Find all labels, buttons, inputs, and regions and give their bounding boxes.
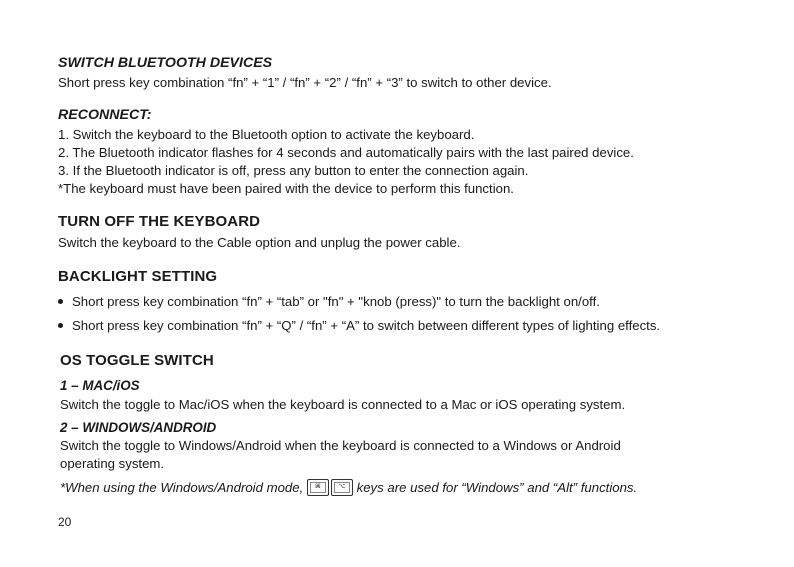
turn-off-heading: TURN OFF THE KEYBOARD <box>58 213 261 230</box>
reconnect-step-1: 1. Switch the keyboard to the Bluetooth option to activate the keyboard. <box>58 127 475 142</box>
windows-mode-note <box>60 479 637 497</box>
windows-android-title: 2 – WINDOWS/ANDROID <box>60 420 217 435</box>
backlight-heading: BACKLIGHT SETTING <box>58 268 218 285</box>
backlight-bullet-1-text: Short press key combination “fn” + “tab” or "fn" + "knob (press)" to turn the backlight on/off. <box>72 294 600 309</box>
windows-android-text-1: Switch the toggle to Windows/Android when the keyboard is connected to a Windows or Android <box>60 438 621 453</box>
backlight-bullet-1 <box>58 293 600 310</box>
bullet-dot <box>58 299 63 304</box>
switch-bluetooth-heading: SWITCH BLUETOOTH DEVICES <box>58 55 273 71</box>
alt-key-icon: ⌥ <box>331 479 353 496</box>
bullet-dot <box>58 323 63 328</box>
windows-mode-note-end: keys are used for “Windows” and “Alt” functions. <box>356 480 638 495</box>
backlight-bullet-2 <box>58 317 660 334</box>
reconnect-step-2: 2. The Bluetooth indicator flashes for 4 seconds and automatically pairs with the last paired device. <box>58 145 634 160</box>
reconnect-heading: RECONNECT: <box>58 107 152 123</box>
reconnect-note: *The keyboard must have been paired with the device to perform this function. <box>58 181 514 196</box>
os-toggle-heading: OS TOGGLE SWITCH <box>60 352 214 369</box>
windows-mode-note-start: *When using the Windows/Android mode, <box>60 480 304 495</box>
backlight-bullet-2-text: Short press key combination “fn” + “Q” / “fn” + “A” to switch between different types of lighting effects. <box>72 318 661 333</box>
switch-bluetooth-text: Short press key combination “fn” + “1” / “fn” + “2” / “fn” + “3” to switch to other device. <box>58 75 552 90</box>
windows-key-icon: ⌘ <box>307 479 329 496</box>
turn-off-text: Switch the keyboard to the Cable option and unplug the power cable. <box>58 235 461 250</box>
page-number: 20 <box>58 515 72 529</box>
mac-ios-title: 1 – MAC/iOS <box>60 378 140 393</box>
windows-android-text-2: operating system. <box>60 456 165 471</box>
reconnect-step-3: 3. If the Bluetooth indicator is off, press any button to enter the connection again. <box>58 163 529 178</box>
mac-ios-text: Switch the toggle to Mac/iOS when the keyboard is connected to a Mac or iOS operating system. <box>60 397 626 412</box>
